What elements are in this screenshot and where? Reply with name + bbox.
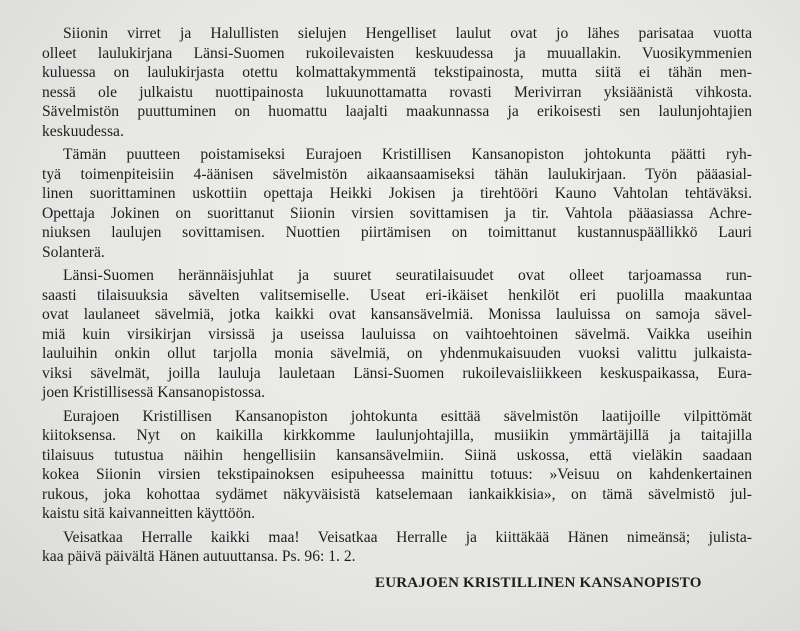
text-line: tyä toimenpiteisiin 4-äänisen sävelmistön aikaansaamiseksi tähän laulukirjaan. Työn pääasial- [42,165,752,183]
text-line: joen Kristillisessä Kansanopistossa. [42,384,266,401]
paragraph [42,266,752,403]
text-line: saasti tilaisuuksia sävelten valitsemiselle. Useat eri-ikäiset henkilöt eri puolilla maakuntaa [42,286,752,304]
text-line: Länsi-Suomen herännäisjuhlat ja suuret seuratilaisuudet ovat olleet tarjoamassa run- [63,267,752,284]
text-line: ovat laulaneet sävelmiä, jotka kaikki ovat kansansävelmiä. Monissa lauluissa on samoja sävel- [42,306,752,323]
text-line: kokea Siionin virsien tekstipainoksen esipuheessa mainittu totuus: »Veisuu on kahdenkertainen [42,466,752,483]
text-line: viksi sävelmät, joilla lauluja lauletaan Länsi-Suomen rukoilevaisliikkeen keskuspaikassa, Eura- [42,364,752,382]
paragraph [42,528,752,567]
document-body [42,24,752,571]
text-line: linen suorittaminen uskottiin opettaja Heikki Jokisen ja tirehtööri Kauno Vahtolan tehtäväksi. [42,185,752,202]
text-line: kaa päivä päivältä Hänen autuuttansa. Ps. 96: 1. 2. [42,548,356,565]
text-line: keskuudessa. [42,122,124,140]
text-line: Siionin virret ja Halullisten sielujen Hengelliset laulut ovat jo lähes parisataa vuotta [63,25,752,42]
text-line: kiitoksensa. Nyt on kaikilla kirkkomme laulunjohtajilla, musiikin ymmärtäjillä ja taitajilla [42,427,752,444]
text-line: Opettaja Jokinen on suorittanut Siionin virsien sovittamisen ja tir. Vahtola pääasiassa Achre- [42,204,752,222]
paragraph [42,24,752,141]
text-line: tilaisuus tutustua näihin hengellisiin kansansävelmiin. Siinä uskossa, että vieläkin saadaan [42,446,752,464]
text-line: Tämän puutteen poistamiseksi Eurajoen Kristillisen Kansanopiston johtokunta päätti ryh- [63,146,752,163]
text-line: olleet laulukirjana Länsi-Suomen rukoilevaisten keskuudessa ja muuallakin. Vuosikymmenien [42,44,752,62]
text-line: kaistu sitä kaivanneitten käyttöön. [42,505,256,522]
text-line: nessä ole julkaistu nuottipainosta lukuunottamatta rovasti Merivirran yksiäänistä vihkosta. [42,83,752,101]
text-line: Sävelmistön puuttuminen on huomattu laajalti maakunnassa ja erikoisesti sen laulunjohtajien [42,103,752,120]
text-line: miä kuin virsikirjan virsissä ja useissa lauluissa on vaihtoehtoinen sävelmä. Vaikka useihin [42,325,752,343]
paragraph [42,407,752,524]
text-line: niuksen laulujen sovittamisen. Nuottien piirtämisen on toimittanut kustannuspäällikkö Lauri [42,224,752,241]
text-line: rukous, joka kohottaa sydämet näkyväisistä katselemaan iankaikkisia», on tämä sävelmistö jul- [42,485,752,503]
text-line: Veisatkaa Herralle kaikki maa! Veisatkaa Herralle ja kiittäkää Hänen nimeänsä; julista- [63,528,752,546]
text-line: kuluessa on laulukirjasta otettu kolmattakymmentä tekstipainosta, mutta siitä ei tähän men- [42,64,752,81]
text-line: lauluihin onkin ollut tarjolla monia sävelmiä, on yhdenmukaisuuden vuoksi valittu julkaista- [42,345,752,362]
text-line: Solanterä. [42,243,105,261]
signature: EURAJOEN KRISTILLINEN KANSANOPISTO [375,575,702,591]
paragraph [42,145,752,262]
text-line: Eurajoen Kristillisen Kansanopiston johtokunta esittää sävelmistön laatijoille vilpittömät [63,407,752,425]
